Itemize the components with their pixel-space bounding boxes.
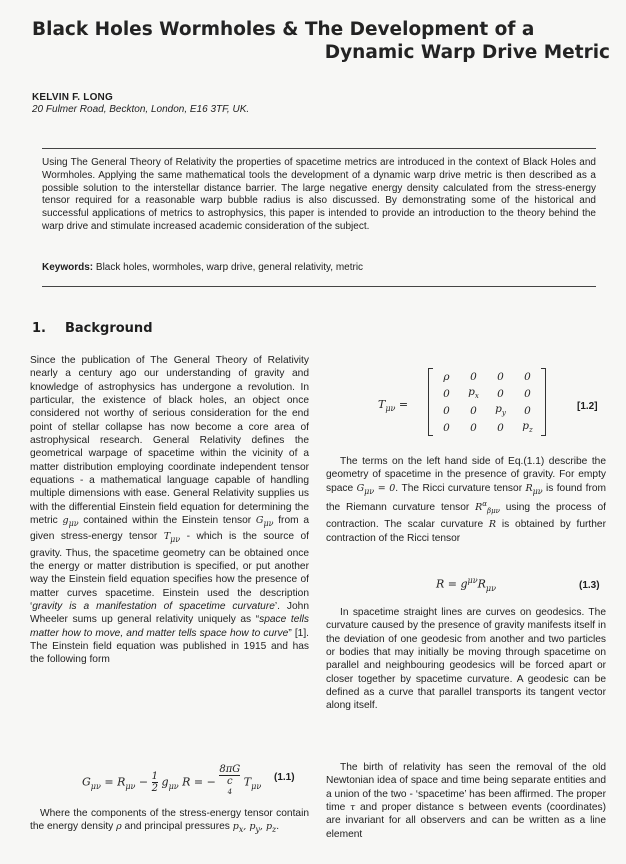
section-title: Background (65, 321, 153, 336)
equation-1-2-number: [1.2] (577, 401, 598, 412)
keywords (42, 262, 596, 275)
right-paragraph-3-wrap (326, 761, 606, 841)
section-heading (32, 321, 153, 336)
abstract-bottom-rule (42, 286, 596, 287)
equation-1-3: $R = g^{\mu\nu}R_{\mu\nu}$ (436, 576, 496, 593)
einstein-tensor-symbol: $G_{\mu\nu}$ (255, 515, 274, 529)
paper-title (32, 18, 610, 64)
right-paragraph-1: The terms on the left hand side of Eq.(1.1) describe the geometry of spacetime in the presence of gravity. For empty space $G_{\mu\nu} = 0$. The Ricci curvature tensor $R_{\mu\nu}$ is found from the Riemann curvature tensor $R^\alpha_{\beta\mu\nu}$ using the process of contraction. The scalar curvature R is obtained by further contraction of the Ricci tensor (326, 456, 606, 544)
right-paragraph-1-wrap (326, 455, 606, 545)
stress-energy-symbol: $T_{\mu\nu}$ (163, 531, 181, 545)
equation-1-2-lhs: $T_{\mu\nu}$ = (378, 398, 409, 414)
author-name: KELVIN F. LONG (32, 92, 113, 103)
title-line-2: Dynamic Warp Drive Metric (324, 42, 610, 63)
title-line-1: Black Holes Wormholes & The Development of a (32, 19, 535, 40)
left-paragraph-1: Since the publication of The General Theory of Relativity nearly a century ago our understanding of gravity and knowledge of astrophysics has undergone a revolution. In particular, the existence of black holes, an object once considered not worthy of serious consideration for the end point of stellar collapse has now become a core area of astrophysical research. General Relativity defines the geometrical warpage of spacetime within the vicinity of a matter distribution employing coordinate independent tensor equations - a mathematical language capable of handling multiple dimensions with ease. General Relativity supplies us with the differential Einstein field equation for determining the metric $g_{\mu\nu}$ contained within the Einstein tensor $G_{\mu\nu}$ from a given stress-energy tensor $T_{\mu\nu}$ - which is the source of gravity. Thus, the spacetime geometry can be obtained once the energy or matter distribution is specified, or put another way the Einstein field equation specifies how the presence of matter curves spacetime. Einstein used the description ‘gravity is a manifestation of spacetime curvature’. John Wheeler sums up general relativity uniquely as “space tells matter how to move, and matter tells space how to curve” [1]. The Einstein field equation was published in 1915 and has the following form (30, 355, 310, 666)
right-paragraph-2: In spacetime straight lines are curves on geodesics. The curvature caused by the presence of gravity manifests itself in the deviation of one geodesic from another and two particles or bodies that may initially be moving through spacetime on parallel and neighbouring geodesics will be forced apart or closer together by spacetime curvature. A geodesic can be defined as a curve that parallel transports its tangent vector along itself. (326, 607, 606, 712)
left-paragraph-2-wrap (30, 807, 309, 837)
stress-energy-matrix: ρ 0 0 0 0 $p_x$ 0 0 0 0 $p_y$ 0 0 0 0 $p_z$ (428, 368, 546, 436)
keywords-text: Black holes, wormholes, warp drive, general relativity, metric (95, 262, 364, 273)
abstract-top-rule (42, 148, 596, 149)
right-paragraph-2-wrap (326, 606, 606, 713)
abstract: Using The General Theory of Relativity the properties of spacetime metrics are introduced in the context of Black Holes and Wormholes. Applying the same mathematical tools the development of a dynamic warp drive metric is then described as a possible solution to the interstellar distance barrier. The large negative energy density calculated from the stress-energy tensor required for a reasonable warp bubble radius is also discussed. By demonstrating some of the historical and successful applications of metrics to astrophysics, this paper is intended to provide an introduction to the theory behind the warp drive and stimulate increased academic consideration of the subject. (42, 157, 596, 232)
right-paragraph-3: The birth of relativity has seen the removal of the old Newtonian idea of space and time being separate entities and a union of the two - ‘spacetime’ has been affirmed. The proper time τ and proper distance s between events (coordinates) are invariant for all observers and can be written as a line element (326, 762, 606, 840)
keywords-label: Keywords: (42, 262, 94, 273)
metric-symbol: $g_{\mu\nu}$ (62, 515, 79, 529)
equation-1-1-number: (1.1) (274, 772, 295, 783)
left-paragraph-2: Where the components of the stress-energy tensor contain the energy density ρ and principal pressures $p_x$, $p_y$, $p_z$. (30, 808, 309, 835)
pressure-symbols: $p_x$, $p_y$, $p_z$ (232, 821, 277, 835)
equation-1-1: $G_{\mu\nu} = R_{\mu\nu}$ − $\frac{1}{2}$ $g_{\mu\nu}$ R = − 8πG c $^4$ $T_{\mu\nu}$ (82, 764, 261, 801)
author-address: 20 Fulmer Road, Beckton, London, E16 3TF, UK. (32, 104, 250, 115)
section-number: 1. (32, 321, 46, 336)
half-fraction: $\frac{1}{2}$ (151, 771, 159, 795)
equation-1-3-number: (1.3) (579, 580, 600, 591)
coupling-fraction: 8πG c $^4$ (219, 764, 241, 796)
left-column (30, 354, 309, 667)
